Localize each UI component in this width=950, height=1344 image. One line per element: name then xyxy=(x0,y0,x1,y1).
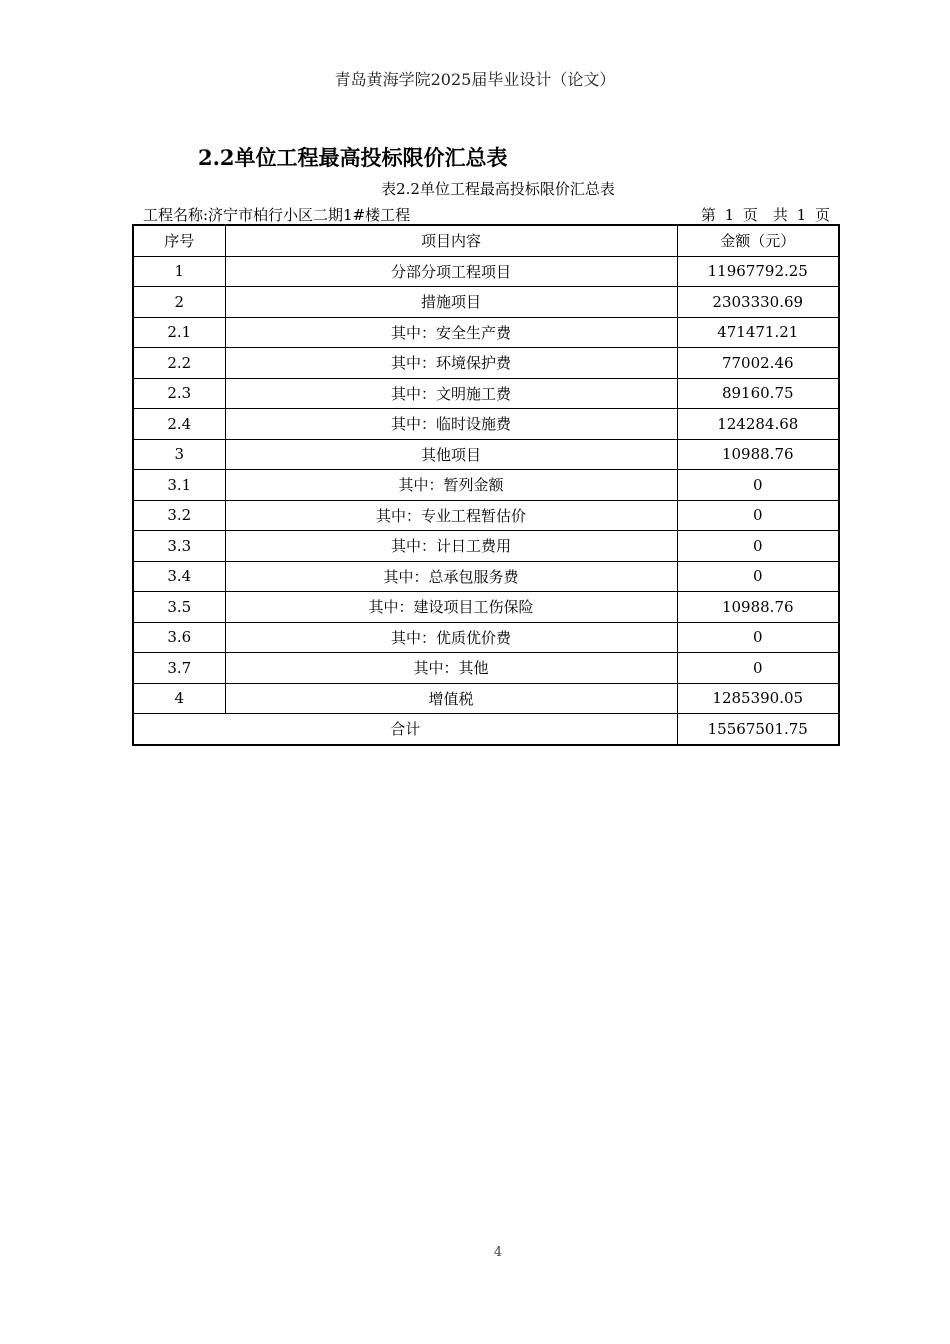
cell-no: 3.4 xyxy=(133,561,225,592)
table-row xyxy=(133,592,839,623)
cell-amount: 77002.46 xyxy=(677,348,839,379)
cell-amount: 10988.76 xyxy=(677,592,839,623)
cell-amount: 0 xyxy=(677,622,839,653)
table-row xyxy=(133,256,839,287)
header-item: 项目内容 xyxy=(225,225,677,256)
cell-no: 2 xyxy=(133,287,225,318)
table-row xyxy=(133,622,839,653)
cell-amount: 0 xyxy=(677,531,839,562)
cell-item: 其中：临时设施费 xyxy=(225,409,677,440)
table-row xyxy=(133,531,839,562)
summary-table xyxy=(132,224,840,746)
cell-amount: 89160.75 xyxy=(677,378,839,409)
cell-no: 3.3 xyxy=(133,531,225,562)
page-number: 4 xyxy=(493,1245,503,1260)
page-header: 青岛黄海学院2025届毕业设计（论文） xyxy=(334,70,616,89)
page-count: 第 1 页 共 1 页 xyxy=(700,206,830,224)
cell-no: 3 xyxy=(133,439,225,470)
cell-no: 2.2 xyxy=(133,348,225,379)
total-amount: 15567501.75 xyxy=(677,714,839,745)
table-row xyxy=(133,409,839,440)
header-amount: 金额（元） xyxy=(677,225,839,256)
cell-no: 3.5 xyxy=(133,592,225,623)
table-row xyxy=(133,287,839,318)
cell-item: 其中：安全生产费 xyxy=(225,317,677,348)
cell-amount: 10988.76 xyxy=(677,439,839,470)
cell-item: 其中：建设项目工伤保险 xyxy=(225,592,677,623)
cell-item: 其中：总承包服务费 xyxy=(225,561,677,592)
cell-amount: 0 xyxy=(677,500,839,531)
cell-no: 1 xyxy=(133,256,225,287)
cell-no: 2.1 xyxy=(133,317,225,348)
cell-amount: 471471.21 xyxy=(677,317,839,348)
cell-amount: 2303330.69 xyxy=(677,287,839,318)
cell-item: 分部分项工程项目 xyxy=(225,256,677,287)
table-total-row xyxy=(133,714,839,745)
cell-item: 其中：计日工费用 xyxy=(225,531,677,562)
cell-amount: 124284.68 xyxy=(677,409,839,440)
cell-amount: 0 xyxy=(677,561,839,592)
cell-no: 3.6 xyxy=(133,622,225,653)
cell-item: 措施项目 xyxy=(225,287,677,318)
table-row xyxy=(133,317,839,348)
cell-no: 2.3 xyxy=(133,378,225,409)
cell-item: 其他项目 xyxy=(225,439,677,470)
table-row xyxy=(133,439,839,470)
cell-item: 其中：其他 xyxy=(225,653,677,684)
cell-no: 4 xyxy=(133,683,225,714)
table-row xyxy=(133,561,839,592)
cell-no: 3.1 xyxy=(133,470,225,501)
cell-item: 其中：暂列金额 xyxy=(225,470,677,501)
table-caption: 表2.2单位工程最高投标限价汇总表 xyxy=(381,180,615,198)
table-row xyxy=(133,500,839,531)
header-no: 序号 xyxy=(133,225,225,256)
table-row xyxy=(133,470,839,501)
cell-no: 2.4 xyxy=(133,409,225,440)
cell-item: 其中：专业工程暂估价 xyxy=(225,500,677,531)
cell-amount: 1285390.05 xyxy=(677,683,839,714)
cell-no: 3.7 xyxy=(133,653,225,684)
cell-amount: 0 xyxy=(677,653,839,684)
cell-item: 其中：优质优价费 xyxy=(225,622,677,653)
cell-no: 3.2 xyxy=(133,500,225,531)
table-row xyxy=(133,653,839,684)
cell-item: 其中：文明施工费 xyxy=(225,378,677,409)
table-row xyxy=(133,683,839,714)
cell-amount: 11967792.25 xyxy=(677,256,839,287)
table-row xyxy=(133,378,839,409)
cell-item: 其中：环境保护费 xyxy=(225,348,677,379)
cell-amount: 0 xyxy=(677,470,839,501)
section-title: 2.2单位工程最高投标限价汇总表 xyxy=(198,145,508,170)
total-label: 合计 xyxy=(133,714,677,745)
cell-item: 增值税 xyxy=(225,683,677,714)
project-name: 工程名称:济宁市柏行小区二期1#楼工程 xyxy=(143,206,411,224)
table-row xyxy=(133,348,839,379)
table-header-row xyxy=(133,225,839,256)
